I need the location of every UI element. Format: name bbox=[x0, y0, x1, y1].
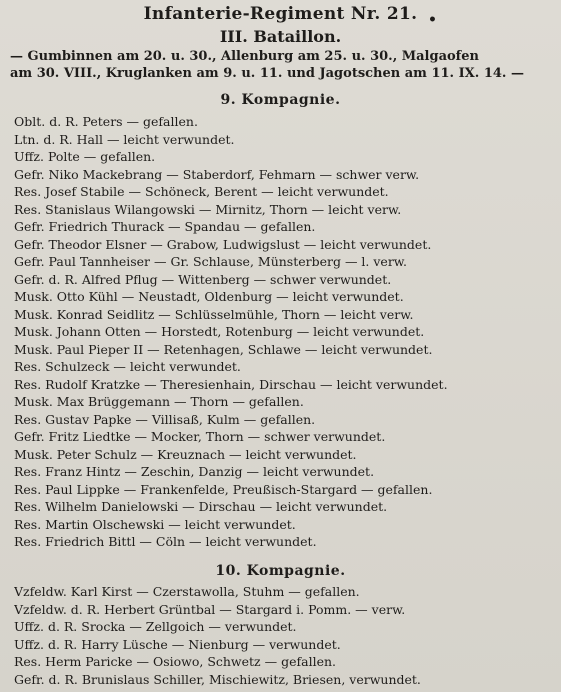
casualty-entry: Res. Rudolf Kratzke — Theresienhain, Dirschau — leicht verwundet. bbox=[14, 376, 448, 392]
battle-dates-line-2: am 30. VIII., Kruglanken am 9. u. 11. und Jagotschen am 11. IX. 14. — bbox=[10, 66, 524, 81]
casualty-entry: Vzfeldw. Karl Kirst — Czerstawolla, Stuhm — gefallen. bbox=[14, 584, 360, 599]
company-10-casualty-list bbox=[14, 583, 559, 688]
casualty-entry: Musk. Peter Schulz — Kreuznach — leicht verwundet. bbox=[14, 446, 357, 462]
battle-dates-line-1: — Gumbinnen am 20. u. 30., Allenburg am 25. u. 30., Malgaofen bbox=[10, 49, 479, 64]
casualty-entry: Uffz. d. R. Srocka — Zellgoich — verwundet. bbox=[14, 619, 297, 634]
casualty-entry: Res. Franz Hintz — Zeschin, Danzig — leicht verwundet. bbox=[14, 464, 375, 479]
casualty-entry: Musk. Konrad Seidlitz — Schlüsselmühle, Thorn — leicht verw. bbox=[14, 306, 414, 322]
company-9-title: 9. Kompagnie. bbox=[220, 92, 341, 108]
casualty-entry: Gefr. d. R. Brunislaus Schiller, Mischiewitz, Briesen, verwundet. bbox=[14, 671, 421, 687]
casualty-entry: Oblt. d. R. Peters — gefallen. bbox=[14, 114, 198, 129]
bullet-mark: • bbox=[428, 12, 437, 28]
casualty-entry: Res. Paul Lippke — Frankenfelde, Preußisch-Stargard — gefallen. bbox=[14, 481, 433, 497]
casualty-entry: Musk. Paul Pieper II — Retenhagen, Schlawe — leicht verwundet. bbox=[14, 341, 433, 357]
casualty-entry: Gefr. Fritz Liedtke — Mocker, Thorn — schwer verwundet. bbox=[14, 429, 386, 444]
casualty-entry: Gefr. d. R. Alfred Pflug — Wittenberg — schwer verwundet. bbox=[14, 271, 392, 287]
casualty-entry: Res. Schulzeck — leicht verwundet. bbox=[14, 359, 241, 374]
company-9-casualty-list bbox=[14, 113, 559, 551]
casualty-entry: Musk. Johann Otten — Horstedt, Rotenburg — leicht verwundet. bbox=[14, 324, 425, 339]
casualty-entry: Musk. Max Brüggemann — Thorn — gefallen. bbox=[14, 394, 304, 409]
casualty-entry: Gefr. Niko Mackebrang — Staberdorf, Fehmarn — schwer verw. bbox=[14, 166, 420, 182]
casualty-entry: Res. Stanislaus Wilangowski — Mirnitz, Thorn — leicht verw. bbox=[14, 201, 402, 217]
casualty-entry: Res. Gustav Papke — Villisaß, Kulm — gefallen. bbox=[14, 411, 316, 427]
casualty-entry: Vzfeldw. d. R. Herbert Grüntbal — Stargard i. Pomm. — verw. bbox=[14, 601, 406, 617]
casualty-entry: Res. Wilhelm Danielowski — Dirschau — leicht verwundet. bbox=[14, 499, 388, 514]
casualty-entry: Res. Josef Stabile — Schöneck, Berent — leicht verwundet. bbox=[14, 184, 389, 199]
casualty-entry: Res. Martin Olschewski — leicht verwundet. bbox=[14, 516, 296, 532]
regiment-title: Infanterie-Regiment Nr. 21. bbox=[143, 4, 418, 24]
casualty-entry: Uffz. Polte — gefallen. bbox=[14, 149, 156, 164]
casualty-entry: Res. Friedrich Bittl — Cöln — leicht verwundet. bbox=[14, 534, 317, 549]
casualty-entry: Uffz. d. R. Harry Lüsche — Nienburg — verwundet. bbox=[14, 636, 341, 652]
casualty-entry: Musk. Otto Kühl — Neustadt, Oldenburg — leicht verwundet. bbox=[14, 289, 404, 304]
casualty-entry: Res. Herm Paricke — Osiowo, Schwetz — gefallen. bbox=[14, 654, 336, 669]
casualty-entry: Ltn. d. R. Hall — leicht verwundet. bbox=[14, 131, 235, 147]
casualty-entry: Gefr. Friedrich Thurack — Spandau — gefallen. bbox=[14, 219, 316, 234]
company-10-title: 10. Kompagnie. bbox=[215, 563, 346, 579]
casualty-entry: Gefr. Theodor Elsner — Grabow, Ludwigslust — leicht verwundet. bbox=[14, 236, 432, 252]
battalion-title: III. Bataillon. bbox=[219, 27, 342, 46]
casualty-entry: Gefr. Paul Tannheiser — Gr. Schlause, Münsterberg — l. verw. bbox=[14, 254, 407, 269]
